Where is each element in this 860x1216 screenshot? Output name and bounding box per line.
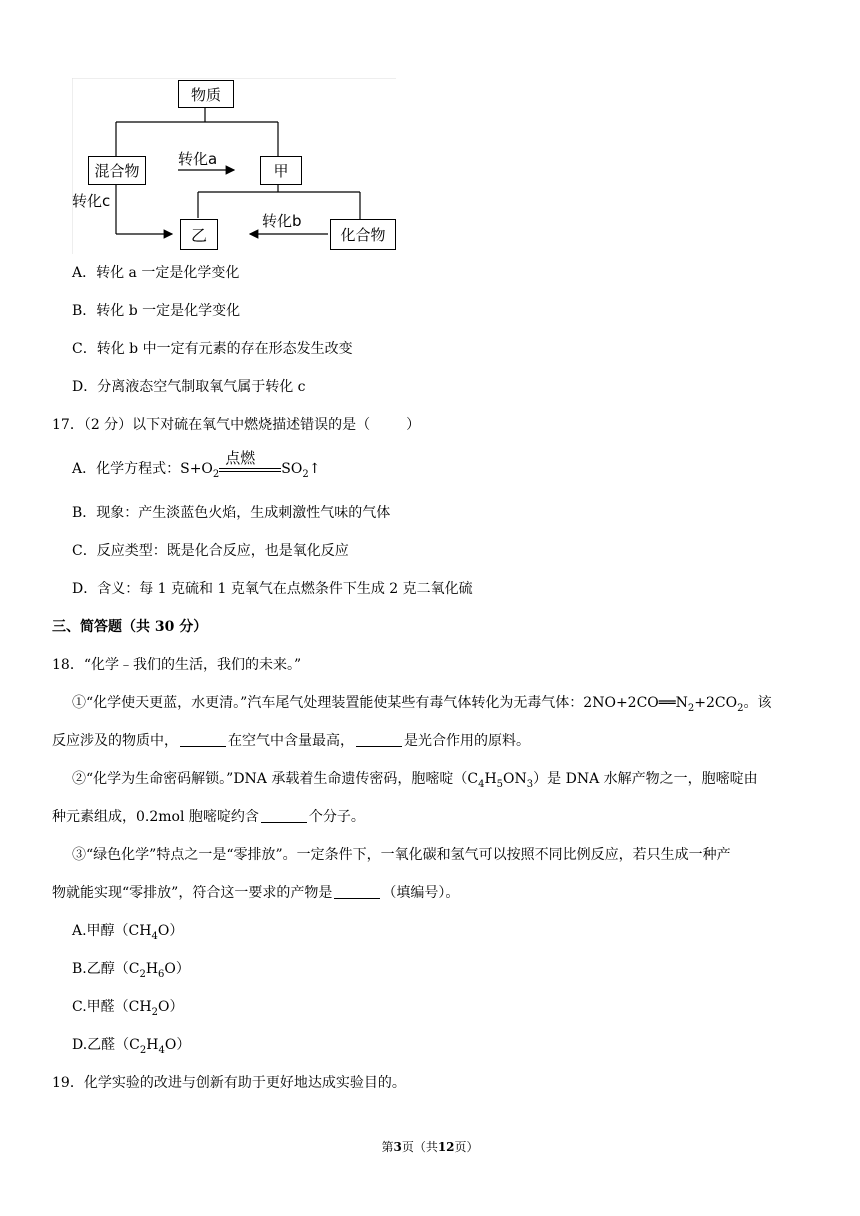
label-conversion-b: 转化b: [262, 212, 302, 230]
box-mixture: 混合物: [88, 156, 146, 185]
substance-classification-diagram: [72, 78, 396, 254]
q17-option-a: A．化学方程式：$S+O_2$ 点燃 $SO_2↑$: [72, 449, 321, 480]
q18-option-a: A.甲醇$(CH_4O)$: [72, 923, 184, 942]
answer-blank[interactable]: [180, 732, 226, 747]
box-yi: 乙: [180, 219, 218, 250]
label-conversion-c: 转化c: [72, 192, 111, 210]
box-substance: 物质: [178, 80, 234, 108]
page-footer: 第3页（共12页）: [381, 1140, 479, 1154]
q18-part3-line1: ③“绿色化学”特点之一是“零排放”。一定条件下，一氧化碳和氢气可以按照不同比例反应，若只生成一种产: [72, 847, 731, 863]
q18-part2-line1: ②“化学为生命密码解锁。”DNA 承载着生命遗传密码，胞嘧啶$(C_4H_5ON_3)$是 DNA 水解产物之一，胞嘧啶由: [72, 771, 758, 790]
q16-option-d: D．分离液态空气制取氧气属于转化 c: [72, 379, 306, 395]
q17-option-b: B．现象：产生淡蓝色火焰，生成刺激性气味的气体: [72, 505, 391, 521]
box-jia: 甲: [260, 156, 302, 185]
q18-part2-line2: 种元素组成，0.2mol 胞嘧啶约含 个分子。: [52, 809, 365, 825]
equation-condition: 点燃: [219, 460, 281, 478]
q18-stem: 18．“化学﹣我们的生活，我们的未来。”: [52, 657, 302, 673]
label-conversion-a: 转化a: [178, 150, 218, 168]
q19-stem: 19．化学实验的改进与创新有助于更好地达成实验目的。: [52, 1075, 406, 1091]
q17-stem: 17．（2 分）以下对硫在氧气中燃烧描述错误的是（ ）: [52, 417, 421, 433]
answer-blank[interactable]: [261, 808, 307, 823]
q18-part1-line2: 反应涉及的物质中， 在空气中含量最高， 是光合作用的原料。: [52, 733, 530, 749]
q17-option-d: D．含义：每 1 克硫和 1 克氧气在点燃条件下生成 2 克二氧化硫: [72, 581, 473, 597]
q18-option-d: D.乙醛$(C_2H_4O)$: [72, 1037, 191, 1056]
q18-option-c: C.甲醛$(CH_2O)$: [72, 999, 184, 1018]
q16-option-b: B．转化 b 一定是化学变化: [72, 303, 241, 319]
q16-option-a: A．转化 a 一定是化学变化: [72, 265, 240, 281]
q16-option-c: C．转化 b 中一定有元素的存在形态发生改变: [72, 341, 353, 357]
box-compound: 化合物: [330, 219, 396, 250]
answer-blank[interactable]: [334, 884, 380, 899]
q17-option-c: C．反应类型：既是化合反应，也是氧化反应: [72, 543, 349, 559]
q18-part3-line2: 物就能实现“零排放”，符合这一要求的产物是 （填编号）。: [52, 885, 460, 901]
q18-option-b: B.乙醇$(C_2H_6O)$: [72, 961, 190, 980]
section-heading: 三、简答题（共 30 分）: [52, 619, 208, 635]
q18-part1-line1: ①“化学使天更蓝，水更清。”汽车尾气处理装置能使某些有毒气体转化为无毒气体：$2NO+2CO══N_2+2CO_2$。该: [72, 695, 772, 714]
answer-blank[interactable]: [356, 732, 402, 747]
